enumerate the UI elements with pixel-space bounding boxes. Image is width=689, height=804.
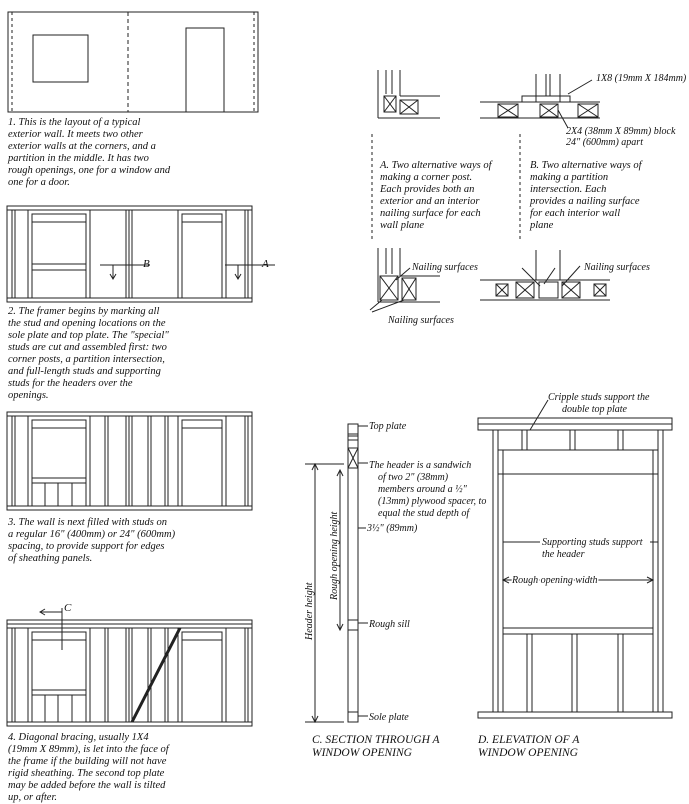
label-supporting-1: Supporting studs support [542,537,643,548]
marker-c: C [64,602,72,614]
label-rough-opening-height: Rough opening height [329,511,340,600]
label-supporting-2: the header [542,549,585,560]
label-header-2: of two 2" (38mm) [378,472,449,483]
label-header-1: The header is a sandwich [369,460,472,471]
label-block-2: 24" (600mm) apart [566,137,643,148]
label-header-6: 3½" (89mm) [367,523,418,534]
partition-detail-top [480,74,600,128]
label-header-4: (13mm) plywood spacer, to [378,496,487,507]
label-block-1: 2X4 (38mm X 89mm) block [566,126,676,137]
caption-1: 1. This is the layout of a typical exterior wall. It meets two other exterior walls at the corners, and a partition in the middle. It has two rough openings, one for a window and one for a door. [8,117,171,188]
marker-a: A [262,258,269,270]
label-header-5: equal the stud depth of [378,508,470,519]
caption-3: 3. The wall is next filled with studs on a regular 16" (400mm) or 24" (600mm) spacing, to provide support for edges of sheathing panels. [8,517,176,564]
label-top-plate: Top plate [369,421,407,432]
label-header-3: members around a ½" [378,484,467,495]
label-header-height: Header height [304,582,315,640]
caption-c: C. SECTION THROUGH A WINDOW OPENING [312,734,440,759]
wall-frame-2 [7,206,275,302]
label-sole-plate: Sole plate [369,712,409,723]
wall-layout-1 [8,12,258,112]
wall-frame-3 [7,412,252,510]
caption-a: A. Two alternative ways of making a corner post. Each provides both an exterior and an interior nailing surface for each wall plane [380,160,492,231]
corner-post-detail-top [378,70,440,118]
label-cripple-2: double top plate [562,404,627,415]
caption-d: D. ELEVATION OF A WINDOW OPENING [478,734,580,759]
label-nailing-right: Nailing surfaces [584,262,650,273]
label-cripple-1: Cripple studs support the [548,392,650,403]
caption-b: B. Two alternative ways of making a partition intersection. Each provides a nailing surface for each interior wall plane [530,160,642,231]
label-nailing-mid: Nailing surfaces [412,262,478,273]
label-rough-sill: Rough sill [369,619,410,630]
label-nailing-bottom: Nailing surfaces [388,315,454,326]
label-1x8: 1X8 (19mm X 184mm) [596,73,687,84]
label-rough-opening-width: Rough opening width [512,575,598,586]
caption-2: 2. The framer begins by marking all the stud and opening locations on the sole plate and top plate. The "special" studs are cut and assembled first: two corner posts, a partition intersection, and full-length studs and supporting studs for the headers over the openings. [8,306,169,401]
wall-frame-4 [7,608,252,726]
marker-b: B [143,258,150,270]
caption-4: 4. Diagonal bracing, usually 1X4 (19mm X 89mm), is let into the face of the frame if the building will not have rigid sheathing. The second top plate may be added before the wall is tilted up, or after. [8,732,169,803]
